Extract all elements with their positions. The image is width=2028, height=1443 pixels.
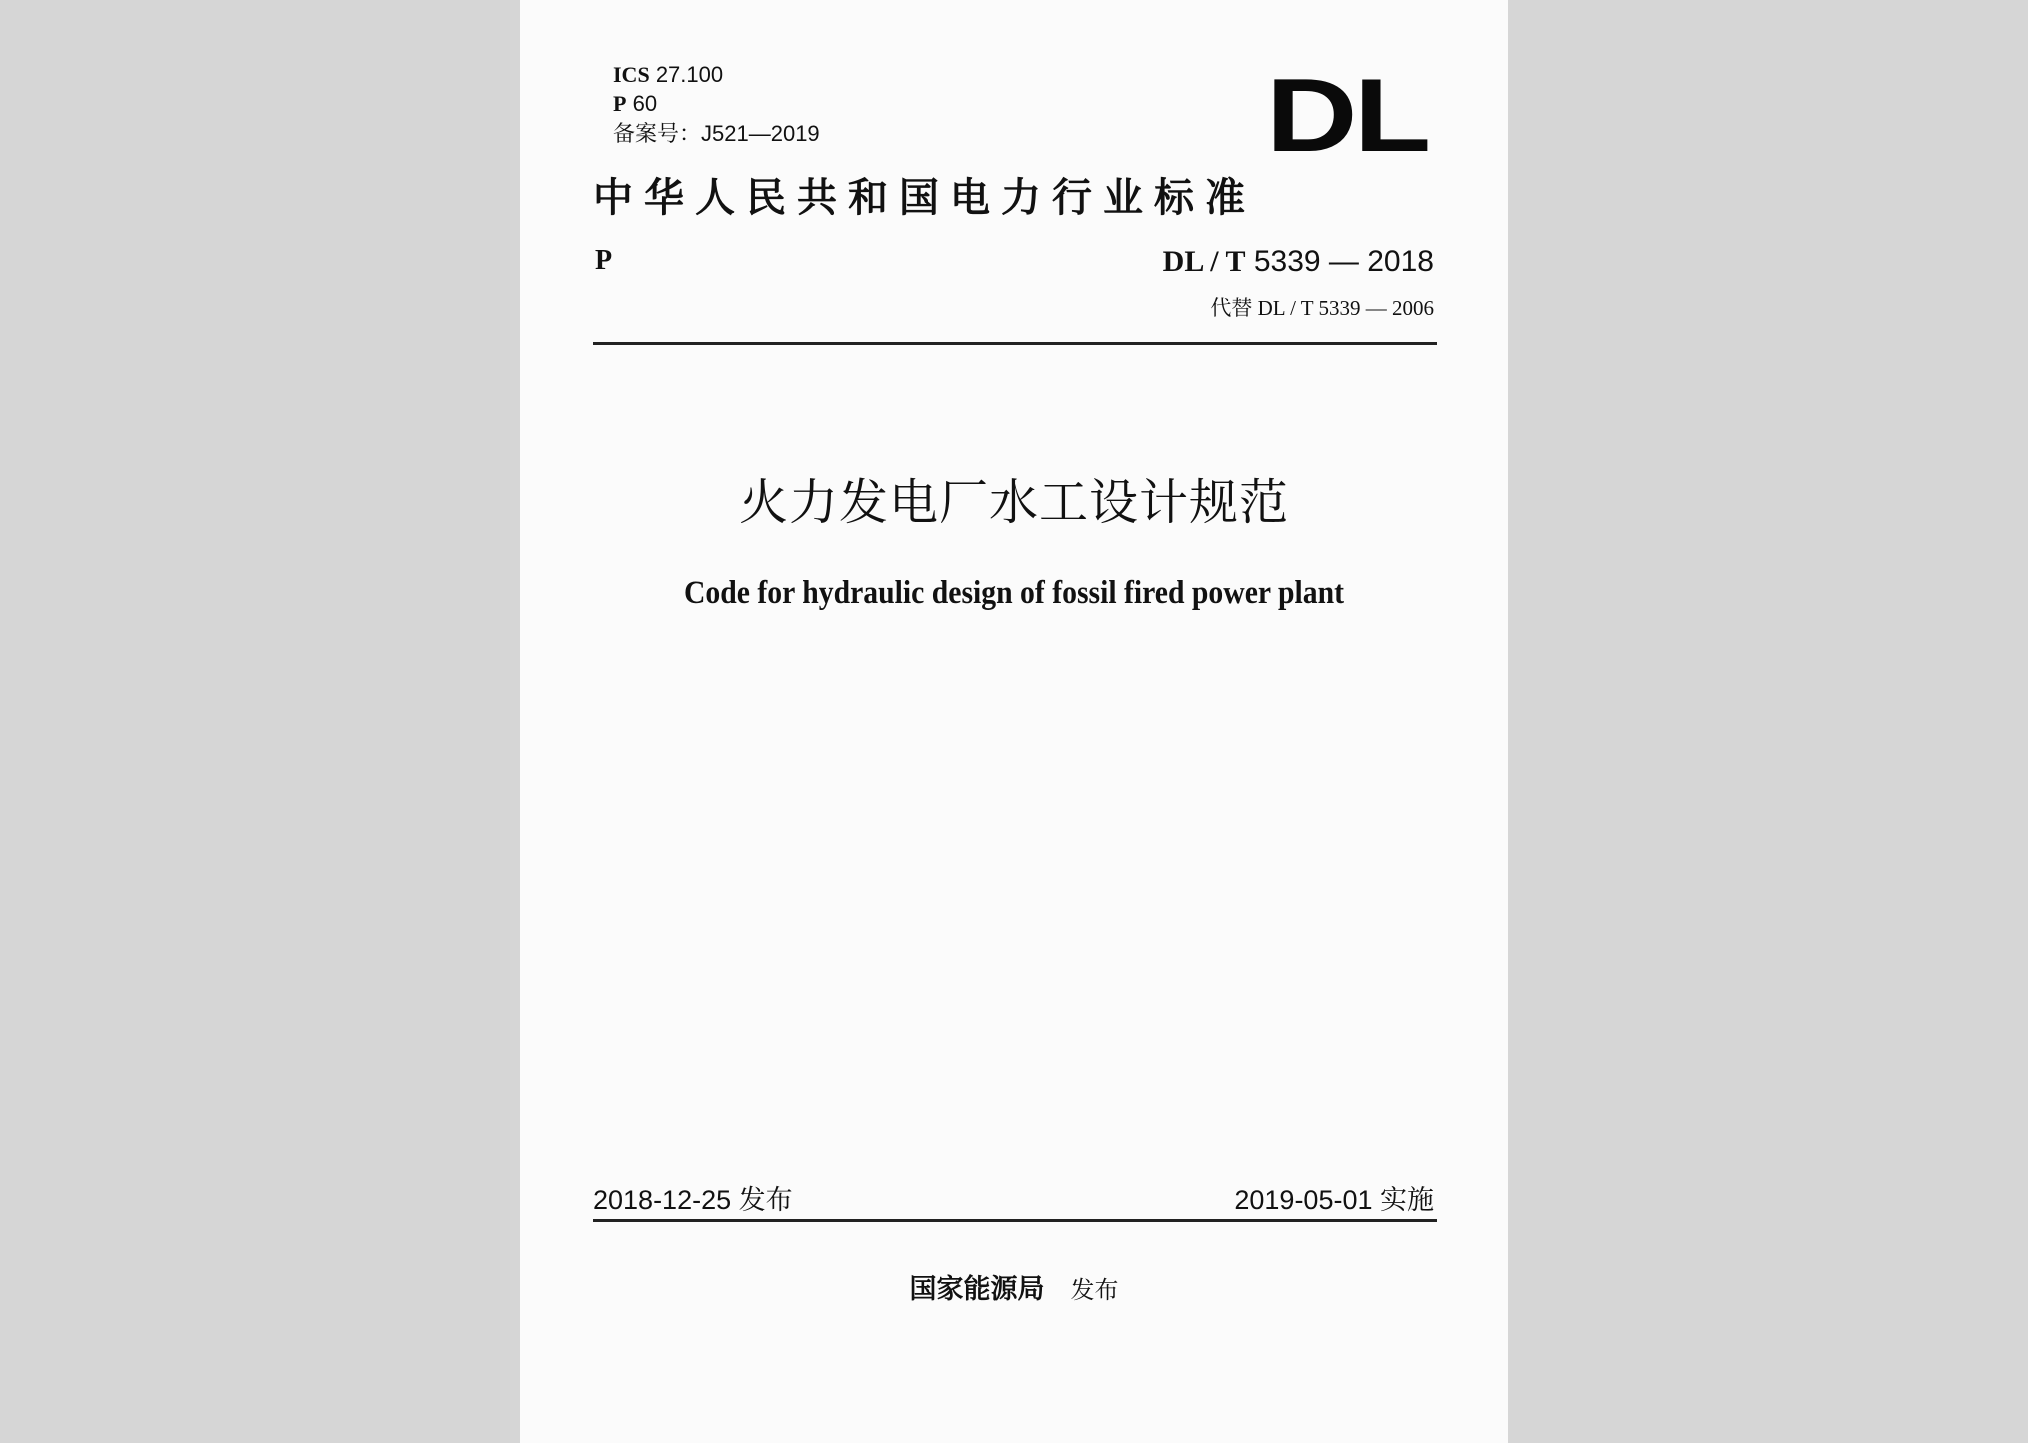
issuer-org: 国家能源局 [909, 1274, 1045, 1305]
effective-date: 2019-05-01 实施 [1234, 1185, 1434, 1215]
standard-category: P [595, 245, 613, 276]
issuer [520, 1267, 1508, 1306]
ics-label: ICS [613, 62, 650, 87]
standard-number-prefix: DL / T [1162, 245, 1246, 278]
standard-number [1163, 245, 1434, 279]
publish-date: 2018-12-25 发布 [593, 1185, 793, 1215]
replaces-note: 代替 DL / T 5339 — 2006 [1210, 296, 1434, 320]
standard-title: 中华人民共和国电力行业标准 [593, 174, 1256, 221]
ccs-code [613, 89, 657, 118]
footer-divider [593, 1219, 1437, 1222]
dl-logo: DL [1266, 58, 1428, 174]
filing-value: J521—2019 [701, 121, 820, 146]
document-title-en: Code for hydraulic design of fossil fired power plant [683, 575, 1345, 611]
header-divider [593, 342, 1437, 345]
filing-label: 备案号： [613, 121, 702, 146]
filing-number [613, 119, 820, 148]
issuer-action: 发布 [1070, 1276, 1119, 1304]
ics-code [613, 60, 723, 89]
ccs-label: P [613, 91, 627, 116]
standard-number-value: 5339 — 2018 [1253, 245, 1434, 278]
ics-value: 27.100 [655, 62, 724, 87]
ccs-value: 60 [632, 91, 658, 116]
document-title-cn: 火力发电厂水工设计规范 [738, 474, 1289, 531]
document-page [520, 0, 1508, 1443]
